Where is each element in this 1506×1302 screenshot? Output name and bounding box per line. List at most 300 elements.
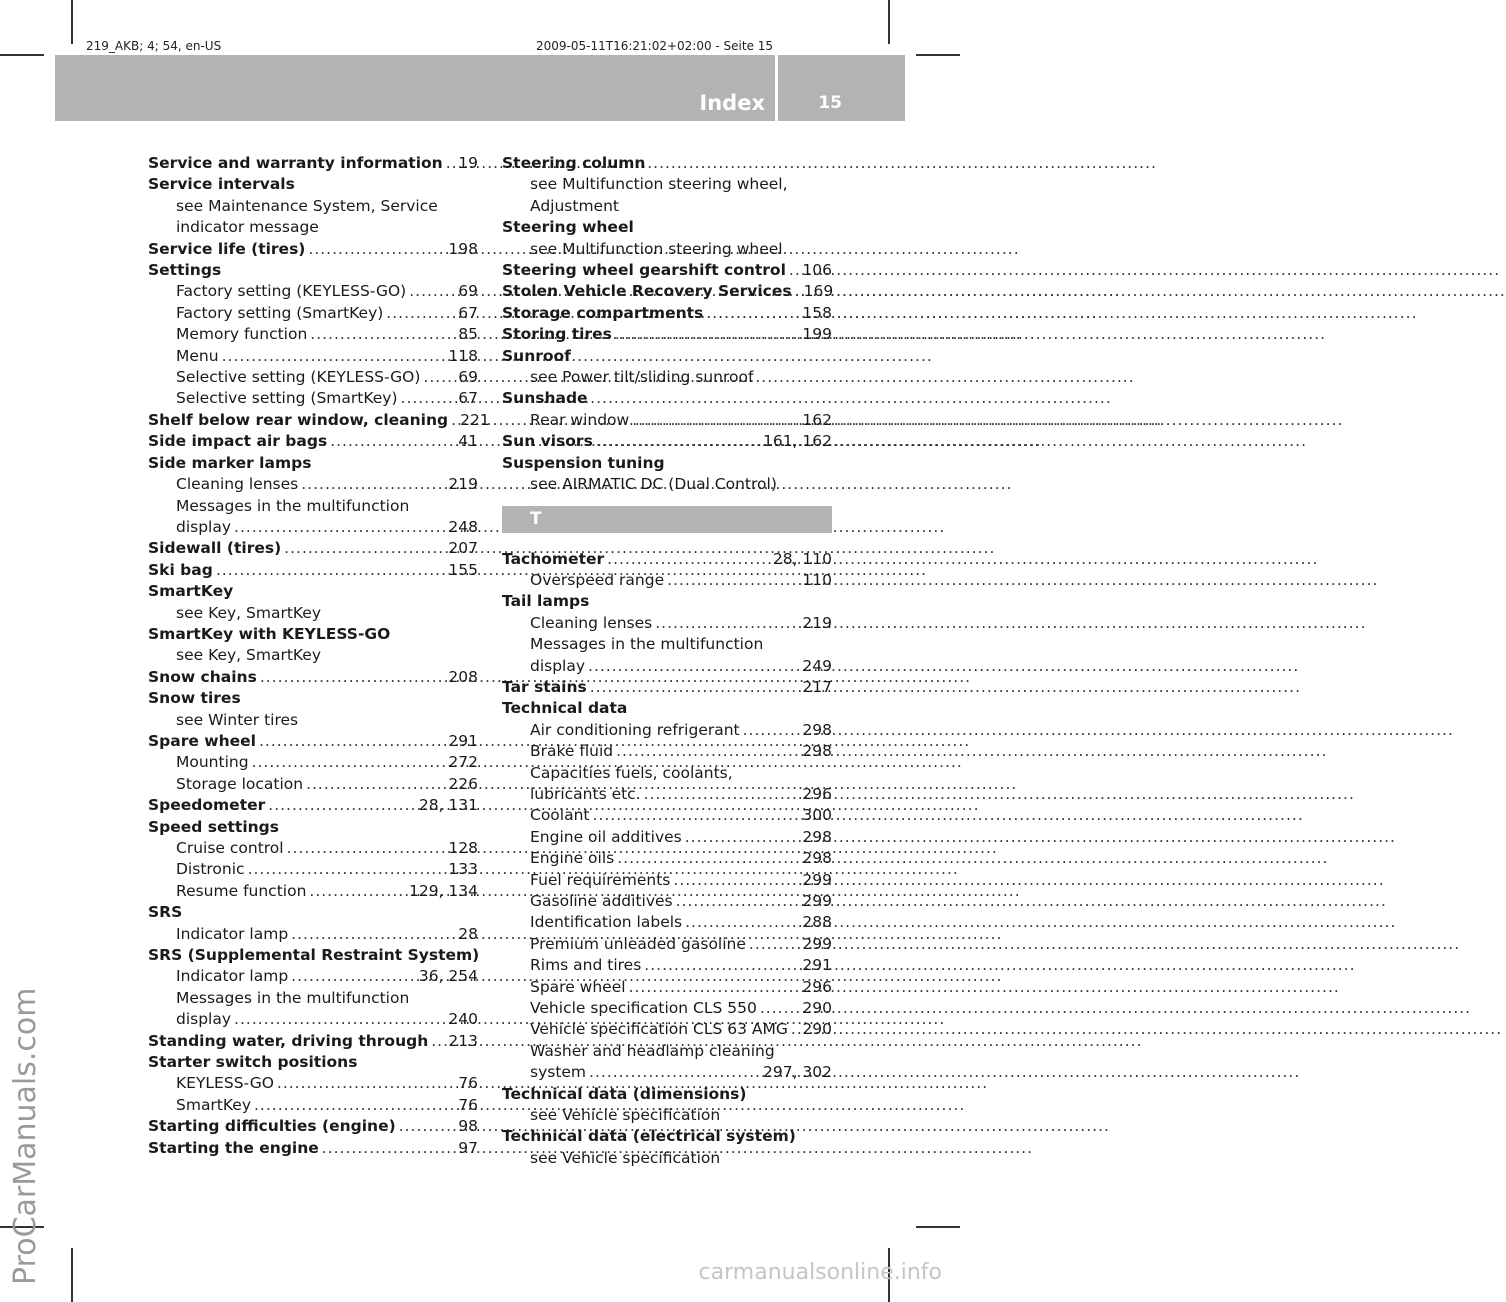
index-entry	[502, 453, 832, 474]
entry-term: Rims and tires	[530, 956, 642, 975]
entry-term: SRS	[148, 903, 183, 922]
index-subentry	[502, 474, 832, 495]
dot-leader	[443, 153, 459, 174]
entry-term: KEYLESS-GO	[176, 1074, 274, 1093]
entry-term: SmartKey with KEYLESS-GO	[148, 624, 391, 643]
entry-term: Side marker lamps	[148, 453, 312, 472]
entry-page-ref[interactable]: 290	[802, 1020, 832, 1039]
index-subentry[interactable]	[502, 998, 832, 1019]
dot-leader	[641, 784, 803, 805]
crop-mark	[71, 0, 73, 44]
index-subentry	[148, 603, 478, 624]
entry-page-ref[interactable]: 299	[802, 892, 832, 910]
entry-term: Messages in the multifunction	[176, 988, 410, 1007]
page-number: 15	[818, 93, 842, 113]
dot-leader	[406, 281, 458, 302]
index-entry	[148, 174, 478, 195]
entry-term: Starter switch positions	[148, 1053, 358, 1072]
dot-leader	[245, 859, 449, 880]
entry-term: Factory setting (SmartKey)	[176, 303, 384, 322]
index-entry	[148, 624, 478, 645]
entry-term: Settings	[148, 261, 222, 280]
dot-leader	[448, 410, 460, 431]
index-subentry	[502, 239, 832, 260]
index-subentry	[502, 1105, 832, 1126]
entry-term: display	[530, 656, 586, 675]
entry-page-ref[interactable]: 291	[448, 731, 478, 750]
index-subentry[interactable]	[148, 966, 478, 987]
index-subentry[interactable]	[148, 1073, 478, 1094]
entry-term: Engine oils	[530, 849, 615, 868]
index-subentry[interactable]	[148, 324, 478, 345]
entry-page-ref[interactable]: 298	[802, 720, 832, 739]
index-subentry[interactable]	[148, 388, 478, 409]
index-entry[interactable]	[148, 431, 478, 452]
index-subentry[interactable]	[148, 517, 478, 538]
entry-term: see Multifunction steering wheel,	[530, 175, 788, 194]
index-subentry[interactable]	[148, 303, 478, 324]
index-entry	[148, 1052, 478, 1073]
index-subentry[interactable]	[148, 838, 478, 859]
index-subentry[interactable]	[148, 774, 478, 795]
dot-leader	[307, 324, 458, 345]
crop-mark	[916, 1226, 960, 1228]
index-entry[interactable]	[148, 410, 490, 431]
index-subentry	[502, 367, 832, 388]
dot-leader	[319, 1138, 458, 1159]
entry-page-ref[interactable]: 221	[460, 410, 490, 429]
index-entry[interactable]	[148, 538, 478, 559]
dot-leader	[398, 388, 459, 409]
index-entry[interactable]	[148, 560, 478, 581]
entry-term: Stolen Vehicle Recovery Services	[502, 282, 792, 301]
entry-term: Technical data (dimensions)	[502, 1084, 747, 1103]
entry-page-ref[interactable]: 290	[802, 999, 832, 1018]
entry-term: Distronic	[176, 860, 245, 879]
index-subentry[interactable]	[148, 474, 478, 495]
page-header	[55, 55, 905, 121]
index-entry[interactable]	[502, 549, 832, 570]
index-subentry[interactable]	[148, 281, 478, 302]
entry-page-ref[interactable]: 213	[448, 1031, 478, 1050]
index-subentry[interactable]	[502, 410, 832, 431]
dot-leader	[274, 1073, 458, 1094]
entry-page-ref[interactable]: 155	[448, 560, 478, 579]
dot-leader	[281, 538, 448, 559]
entry-page-ref[interactable]: 28, 110	[772, 549, 832, 568]
index-subentry	[502, 634, 832, 655]
dot-leader	[604, 549, 773, 570]
dot-leader	[587, 677, 803, 698]
index-entry[interactable]	[502, 431, 832, 452]
entry-term: see Power tilt/sliding sunroof	[530, 368, 754, 387]
entry-term: Ski bag	[148, 560, 213, 579]
index-subentry[interactable]	[148, 859, 478, 880]
index-entry[interactable]	[148, 1031, 478, 1052]
index-subentry[interactable]	[502, 784, 832, 805]
index-subentry[interactable]	[148, 1095, 478, 1116]
entry-term: Spare wheel	[530, 977, 626, 996]
entry-term: Vehicle specification CLS 550	[530, 999, 757, 1018]
index-entry[interactable]	[148, 795, 478, 816]
entry-page-ref[interactable]: 298	[802, 849, 832, 868]
entry-page-ref[interactable]: 199	[802, 325, 832, 344]
entry-page-ref[interactable]: 161, 162	[762, 432, 832, 451]
entry-page-ref[interactable]: 219	[448, 475, 478, 494]
crop-mark	[71, 1248, 73, 1302]
entry-term: Storage location	[176, 774, 304, 793]
index-subentry	[502, 763, 832, 784]
dot-leader	[788, 1019, 803, 1040]
dot-leader	[682, 827, 803, 848]
entry-page-ref[interactable]: 217	[802, 677, 832, 696]
index-subentry[interactable]	[502, 570, 832, 591]
entry-term: Resume function	[176, 881, 307, 900]
entry-term: SmartKey	[176, 1095, 251, 1114]
entry-term: Snow tires	[148, 689, 241, 708]
index-entry	[502, 388, 832, 409]
entry-page-ref[interactable]: 69	[458, 368, 478, 387]
entry-term: Indicator lamp	[176, 967, 289, 986]
dot-leader	[219, 346, 449, 367]
index-subentry[interactable]	[148, 1009, 478, 1030]
entry-term: Messages in the multifunction	[176, 496, 410, 515]
header-divider	[775, 55, 778, 121]
entry-term: Engine oil additives	[530, 827, 682, 846]
dot-leader	[792, 281, 804, 302]
dot-leader	[428, 1031, 448, 1052]
entry-term: Washer and headlamp cleaning	[530, 1041, 775, 1060]
index-subentry[interactable]	[502, 912, 832, 933]
entry-term: lubricants etc.	[530, 784, 641, 803]
index-entry[interactable]	[148, 1116, 478, 1137]
index-entry	[148, 688, 478, 709]
entry-page-ref[interactable]: 272	[448, 753, 478, 772]
entry-page-ref[interactable]: 41	[458, 432, 478, 451]
entry-page-ref[interactable]: 129, 134	[408, 881, 478, 900]
section-letter-heading: T	[502, 506, 832, 533]
entry-page-ref[interactable]: 240	[448, 1010, 478, 1029]
entry-term: see Winter tires	[176, 710, 299, 729]
entry-term: indicator message	[176, 218, 319, 237]
entry-term: Indicator lamp	[176, 924, 289, 943]
dot-leader	[420, 367, 458, 388]
index-subentry[interactable]	[148, 367, 478, 388]
entry-term: Adjustment	[530, 196, 619, 215]
entry-page-ref[interactable]: 67	[458, 389, 478, 408]
entry-term: Tar stains	[502, 677, 587, 696]
dot-leader	[284, 838, 449, 859]
index-entry[interactable]	[502, 324, 832, 345]
dot-leader	[231, 517, 448, 538]
index-entry	[502, 1126, 832, 1147]
dot-leader	[305, 239, 448, 260]
entry-term: see Maintenance System, Service	[176, 196, 438, 215]
dot-leader	[641, 955, 802, 976]
entry-page-ref[interactable]: 36, 254	[418, 967, 478, 986]
entry-page-ref[interactable]: 69	[458, 282, 478, 301]
entry-term: Memory function	[176, 325, 308, 344]
entry-term: Side impact air bags	[148, 432, 328, 451]
dot-leader	[614, 848, 802, 869]
entry-term: Shelf below rear window, cleaning	[148, 410, 449, 429]
dot-leader	[249, 752, 449, 773]
entry-term: Factory setting (KEYLESS-GO)	[176, 282, 407, 301]
index-entry[interactable]	[148, 239, 478, 260]
entry-page-ref[interactable]: 198	[448, 239, 478, 258]
index-subentry[interactable]	[502, 848, 832, 869]
index-subentry[interactable]	[502, 741, 832, 762]
index-subentry[interactable]	[502, 1019, 832, 1040]
entry-page-ref[interactable]: 226	[448, 774, 478, 793]
entry-term: Vehicle specification CLS 63 AMG	[530, 1020, 788, 1039]
index-subentry[interactable]	[502, 977, 832, 998]
entry-term: display	[176, 517, 232, 536]
entry-term: display	[176, 1010, 232, 1029]
index-column-right	[502, 153, 832, 1169]
index-subentry[interactable]	[502, 805, 832, 826]
entry-page-ref[interactable]: 158	[802, 303, 832, 322]
entry-term: Capacities fuels, coolants,	[530, 763, 733, 782]
entry-page-ref[interactable]: 19	[458, 154, 478, 172]
dot-leader	[288, 966, 419, 987]
entry-term: Standing water, driving through	[148, 1031, 429, 1050]
meta-right-line1: 2009-05-11T16:21:02+02:00 - Seite 15	[536, 39, 774, 53]
entry-term: Coolant	[530, 806, 590, 825]
entry-page-ref[interactable]: 128	[448, 839, 478, 857]
index-subentry[interactable]	[148, 346, 478, 367]
entry-term: system	[530, 1063, 587, 1082]
dot-leader	[757, 998, 803, 1019]
entry-page-ref[interactable]: 76	[458, 1095, 478, 1114]
entry-page-ref[interactable]: 297, 302	[762, 1063, 832, 1082]
dot-leader	[231, 1009, 448, 1030]
entry-page-ref[interactable]: 298	[802, 827, 832, 846]
index-entry	[502, 217, 832, 238]
entry-page-ref[interactable]: 299	[802, 934, 832, 953]
index-subentry[interactable]	[502, 656, 832, 677]
entry-page-ref[interactable]: 106	[802, 261, 832, 280]
entry-term: Service and warranty information	[148, 154, 443, 172]
index-column-left	[148, 153, 490, 1159]
index-subentry[interactable]	[502, 934, 832, 955]
entry-term: Steering wheel	[502, 218, 634, 237]
entry-term: see Key, SmartKey	[176, 646, 322, 665]
entry-term: Snow chains	[148, 667, 257, 686]
dot-leader	[786, 260, 803, 281]
index-entry[interactable]	[148, 153, 478, 174]
entry-term: Spare wheel	[148, 731, 256, 750]
entry-term: Steering column	[502, 154, 646, 172]
index-subentry	[148, 988, 478, 1009]
index-subentry	[148, 217, 478, 238]
entry-term: Rear window	[530, 410, 630, 429]
entry-page-ref[interactable]: 296	[802, 784, 832, 803]
index-subentry[interactable]	[502, 1062, 832, 1083]
entry-term: see Vehicle specification	[530, 1148, 721, 1167]
entry-term: Speedometer	[148, 796, 266, 815]
dot-leader	[256, 731, 448, 752]
dot-leader	[670, 870, 802, 891]
entry-term: Steering wheel gearshift control	[502, 261, 786, 280]
index-entry	[502, 591, 832, 612]
entry-page-ref[interactable]: 249	[802, 656, 832, 675]
index-entry	[502, 698, 832, 719]
entry-page-ref[interactable]: 299	[802, 870, 832, 889]
index-subentry[interactable]	[502, 955, 832, 976]
dot-leader	[251, 1095, 458, 1116]
index-subentry	[502, 196, 832, 217]
dot-leader	[327, 431, 458, 452]
entry-term: Sunroof	[502, 346, 571, 365]
entry-term: Fuel requirements	[530, 870, 671, 889]
entry-term: Overspeed range	[530, 570, 665, 589]
entry-page-ref[interactable]: 28	[458, 924, 478, 943]
entry-page-ref[interactable]: 85	[458, 325, 478, 344]
dot-leader	[288, 924, 458, 945]
entry-term: Sunshade	[502, 389, 588, 408]
index-entry	[148, 945, 478, 966]
dot-leader	[629, 410, 802, 431]
index-entry	[502, 346, 832, 367]
index-subentry	[502, 174, 832, 195]
entry-term: see Multifunction steering wheel	[530, 239, 783, 258]
index-subentry[interactable]	[502, 613, 832, 634]
index-entry	[148, 260, 478, 281]
entry-term: Cleaning lenses	[530, 613, 653, 632]
index-entry[interactable]	[148, 1138, 478, 1159]
index-entry[interactable]	[502, 303, 832, 324]
dot-leader	[265, 795, 419, 816]
dot-leader	[612, 324, 803, 345]
index-subentry[interactable]	[502, 891, 832, 912]
entry-page-ref[interactable]: 296	[802, 977, 832, 996]
entry-term: Service life (tires)	[148, 239, 306, 258]
index-entry	[502, 153, 832, 174]
index-subentry	[148, 496, 478, 517]
entry-page-ref[interactable]: 248	[448, 517, 478, 536]
entry-term: Messages in the multifunction	[530, 635, 764, 654]
entry-term: Storage compartments	[502, 303, 704, 322]
index-subentry[interactable]	[148, 752, 478, 773]
entry-term: Menu	[176, 346, 219, 365]
index-subentry[interactable]	[148, 924, 478, 945]
entry-page-ref[interactable]: 291	[802, 956, 832, 975]
entry-term: Sidewall (tires)	[148, 539, 282, 558]
index-entry[interactable]	[148, 731, 478, 752]
dot-leader	[383, 303, 458, 324]
dot-leader	[740, 720, 803, 741]
crop-mark	[0, 54, 44, 56]
entry-page-ref[interactable]: 300	[802, 806, 832, 825]
index-subentry	[502, 1041, 832, 1062]
entry-page-ref[interactable]: 76	[458, 1074, 478, 1093]
entry-page-ref[interactable]: 207	[448, 539, 478, 558]
index-entry	[148, 817, 478, 838]
entry-page-ref[interactable]: 288	[802, 913, 832, 932]
dot-leader	[613, 741, 802, 762]
entry-term: see Key, SmartKey	[176, 603, 322, 622]
entry-term: Selective setting (KEYLESS-GO)	[176, 368, 421, 387]
entry-term: see Vehicle specification	[530, 1106, 721, 1125]
entry-page-ref[interactable]: 28, 131	[418, 796, 478, 815]
entry-term: Air conditioning refrigerant	[530, 720, 740, 739]
dot-leader	[682, 912, 802, 933]
entry-page-ref[interactable]: 118	[448, 346, 478, 365]
index-subentry[interactable]	[502, 827, 832, 848]
entry-page-ref[interactable]: 169	[803, 282, 834, 301]
entry-term: Tachometer	[502, 549, 605, 568]
footer-watermark: carmanualsonline.info	[698, 1260, 942, 1285]
index-subentry	[148, 645, 478, 666]
dot-leader	[586, 1062, 763, 1083]
entry-page-ref[interactable]: 98	[458, 1117, 478, 1136]
index-subentry[interactable]	[502, 720, 832, 741]
index-subentry[interactable]	[148, 881, 478, 902]
entry-term: Sun visors	[502, 432, 593, 451]
dot-leader	[626, 977, 803, 998]
dot-leader	[298, 474, 448, 495]
entry-page-ref[interactable]: 97	[458, 1138, 478, 1157]
entry-term: Tail lamps	[502, 592, 590, 611]
index-entry[interactable]	[502, 677, 832, 698]
entry-term: Cleaning lenses	[176, 475, 299, 494]
index-entry	[148, 902, 478, 923]
entry-term: Gasoline additives	[530, 892, 673, 910]
index-subentry	[148, 196, 478, 217]
entry-term: Cruise control	[176, 839, 284, 857]
index-entry	[148, 453, 478, 474]
meta-left-line1: 219_AKB; 4; 54, en-US	[86, 39, 222, 53]
dot-leader	[703, 303, 802, 324]
entry-term: SmartKey	[148, 582, 234, 601]
dot-leader	[593, 431, 763, 452]
entry-term: Premium unleaded gasoline	[530, 934, 746, 953]
index-entry[interactable]	[502, 281, 832, 302]
entry-page-ref[interactable]: 298	[802, 742, 832, 761]
index-subentry	[502, 1148, 832, 1169]
page-title: Index	[699, 91, 765, 115]
entry-page-ref[interactable]: 110	[802, 570, 832, 589]
dot-leader	[585, 656, 802, 677]
dot-leader	[396, 1116, 459, 1137]
entry-term: see AIRMATIC DC (Dual Control)	[530, 475, 777, 494]
entry-term: Mounting	[176, 753, 249, 772]
index-entry[interactable]	[148, 667, 478, 688]
entry-term: Starting the engine	[148, 1138, 319, 1157]
entry-page-ref[interactable]: 219	[802, 613, 832, 632]
entry-term: Starting difficulties (engine)	[148, 1117, 396, 1136]
dot-leader	[664, 570, 802, 591]
entry-term: Technical data	[502, 699, 628, 718]
entry-term: Storing tires	[502, 325, 612, 344]
side-watermark: ProCarManuals.com	[8, 987, 43, 1285]
entry-page-ref[interactable]: 67	[458, 303, 478, 322]
dot-leader	[590, 805, 803, 826]
entry-page-ref[interactable]: 208	[448, 667, 478, 686]
index-entry	[148, 581, 478, 602]
entry-term: Speed settings	[148, 817, 280, 836]
entry-term: Service intervals	[148, 175, 295, 194]
dot-leader	[257, 667, 449, 688]
crop-mark	[916, 54, 960, 56]
entry-page-ref[interactable]: 162	[802, 410, 832, 429]
index-subentry[interactable]	[502, 870, 832, 891]
entry-page-ref[interactable]: 133	[448, 860, 478, 879]
index-entry[interactable]	[502, 260, 832, 281]
dot-leader	[306, 881, 409, 902]
index-subentry	[148, 710, 478, 731]
